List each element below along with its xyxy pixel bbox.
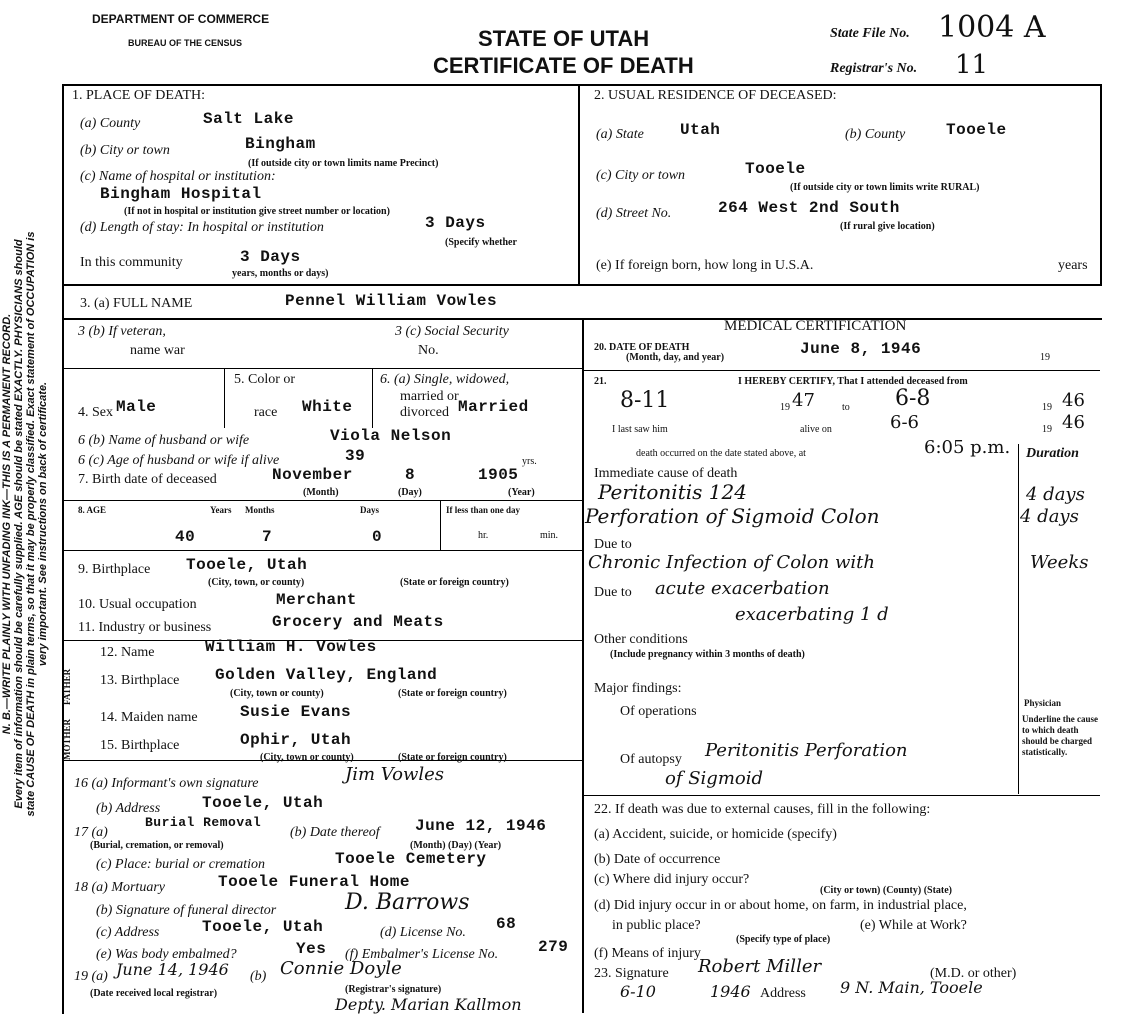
burial-place-label: (c) Place: burial or cremation	[96, 857, 265, 872]
residence-city-note: (If outside city or town limits write RURAL)	[790, 182, 980, 193]
mother-bp-note-1: (City, town or county)	[260, 752, 354, 763]
place-hospital-note: (If not in hospital or institution give street number or location)	[124, 206, 390, 217]
age-days-value: 0	[372, 528, 383, 546]
occupation-value: Merchant	[276, 591, 357, 609]
duration-heading: Duration	[1026, 446, 1079, 461]
father-name-label: 12. Name	[100, 645, 155, 660]
age-hr-label: hr.	[478, 530, 489, 541]
attended-to-yr: 46	[1062, 390, 1085, 411]
birthplace-value: Tooele, Utah	[186, 556, 308, 574]
divider-race	[372, 368, 373, 428]
immediate-cause-label: Immediate cause of death	[594, 466, 738, 481]
cert-text: I HEREBY CERTIFY, That I attended deceased from	[738, 376, 968, 387]
birth-day-value: 8	[405, 466, 416, 484]
divider-sex	[224, 368, 225, 428]
age-months-label: Months	[245, 505, 275, 515]
place-community-label: In this community	[80, 255, 183, 270]
registrar-date-value: June 14, 1946	[116, 960, 229, 979]
medical-heading: MEDICAL CERTIFICATION	[724, 318, 907, 334]
informant-signature: Jim Vowles	[345, 764, 444, 785]
birth-month-value: November	[272, 466, 353, 484]
place-community-value: 3 Days	[240, 248, 301, 266]
residence-foreign-label: (e) If foreign born, how long in U.S.A.	[596, 258, 814, 273]
external-c-note: (City or town) (County) (State)	[820, 885, 953, 896]
mother-side-label: MOTHER	[62, 718, 72, 760]
registrar-sig-note: (Registrar's signature)	[345, 984, 442, 995]
funeral-director-signature: D. Barrows	[345, 890, 470, 915]
age-days-label: Days	[360, 505, 380, 515]
spouse-age-label: 6 (c) Age of husband or wife if alive	[78, 453, 280, 468]
full-name-label: 3. (a) FULL NAME	[80, 296, 193, 311]
divider-age-lt	[440, 500, 441, 550]
dod-note: (Month, day, and year)	[626, 352, 725, 363]
informant-address-label: (b) Address	[96, 801, 161, 816]
divider-name-top	[62, 284, 1102, 286]
place-city-value: Bingham	[245, 135, 316, 153]
attended-from-yr-label: 19	[780, 402, 790, 413]
informant-label: 16 (a) Informant's own signature	[74, 776, 259, 791]
age-months-value: 7	[262, 528, 273, 546]
veteran-war-label: name war	[130, 343, 185, 358]
external-e: (e) While at Work?	[860, 918, 967, 933]
mortuary-address-value: Tooele, Utah	[202, 918, 324, 936]
signature-label: 23. Signature	[594, 966, 669, 981]
residence-county-value: Tooele	[946, 121, 1007, 139]
cause-1: Peritonitis 124	[598, 480, 747, 504]
father-bp-note-2: (State or foreign country)	[398, 688, 507, 699]
father-bp-note-1: (City, town or county)	[230, 688, 324, 699]
cause-2-duration: 4 days	[1020, 506, 1079, 527]
burial-date-label: (b) Date thereof	[290, 825, 380, 840]
due-to-2: acute exacerbation	[655, 578, 830, 599]
birth-year-value: 1905	[478, 466, 519, 484]
signature-date: 6-10	[620, 982, 656, 1001]
burial-method-value: Burial Removal	[145, 815, 262, 830]
signature-address: 9 N. Main, Tooele	[840, 978, 983, 997]
attended-to-yr-label: 19	[1042, 402, 1052, 413]
residence-street-value: 264 West 2nd South	[718, 199, 900, 217]
mother-maiden-value: Susie Evans	[240, 703, 352, 721]
spouse-name-value: Viola Nelson	[330, 427, 452, 445]
divider-age-bottom	[62, 550, 582, 551]
physician-note: Underline the cause to which death should be charged statistically.	[1022, 714, 1098, 757]
burial-date-note: (Month) (Day) (Year)	[410, 840, 502, 851]
attended-from-yr: 47	[792, 390, 815, 411]
embalmed-label: (e) Was body embalmed?	[96, 947, 237, 962]
mother-birthplace-label: 15. Birthplace	[100, 738, 180, 753]
funeral-director-label: (b) Signature of funeral director	[96, 903, 277, 918]
attended-to-label: to	[842, 402, 850, 413]
certificate-title: CERTIFICATE OF DEATH	[433, 53, 694, 78]
birth-year-note: (Year)	[508, 487, 535, 498]
frame-left	[62, 84, 64, 1014]
registrar-label: Registrar's No.	[830, 61, 918, 76]
frame-top	[62, 84, 1102, 86]
embalmer-license-label: (f) Embalmer's License No.	[345, 947, 499, 962]
race-value: White	[302, 398, 353, 416]
alive-on-label: alive on	[800, 424, 832, 435]
cert-number: 21.	[594, 376, 607, 387]
residence-heading: 2. USUAL RESIDENCE OF DECEASED:	[594, 88, 837, 103]
marital-label-3: divorced	[400, 405, 449, 420]
autopsy-finding-2: of Sigmoid	[665, 768, 764, 789]
due-to-1-label: Due to	[594, 537, 632, 552]
due-to-1: Chronic Infection of Colon with	[588, 552, 875, 573]
divider-medical	[582, 318, 584, 1013]
birthplace-label: 9. Birthplace	[78, 562, 151, 577]
mortuary-license-value: 68	[496, 915, 517, 933]
registrar-date-label: 19 (a)	[74, 969, 108, 984]
death-time-value: 6:05 p.m.	[924, 437, 1011, 458]
residence-street-note: (If rural give location)	[840, 221, 935, 232]
father-side-label: FATHER	[62, 668, 72, 705]
mortuary-license-label: (d) License No.	[380, 925, 466, 940]
signature-address-label: Address	[760, 986, 806, 1001]
veteran-label: 3 (b) If veteran,	[78, 324, 166, 339]
place-city-label: (b) City or town	[80, 143, 170, 158]
other-conditions-label: Other conditions	[594, 632, 688, 647]
color-label: 5. Color or	[234, 372, 296, 387]
registrar-number: 11	[955, 50, 989, 80]
full-name-value: Pennel William Vowles	[285, 292, 498, 310]
registrar-signature: Connie Doyle	[280, 958, 402, 979]
social-security-label: 3 (c) Social Security	[395, 324, 509, 339]
place-city-note: (If outside city or town limits name Precinct)	[248, 158, 439, 169]
cause-1-duration: 4 days	[1026, 484, 1085, 505]
dod-tail: 19	[1040, 352, 1050, 363]
last-saw-label: I last saw him	[612, 424, 668, 435]
marital-value: Married	[458, 398, 529, 416]
external-b: (b) Date of occurrence	[594, 852, 721, 867]
residence-city-label: (c) City or town	[596, 168, 686, 183]
margin-line-4: very important. See instructions on back of certificate.	[37, 381, 49, 667]
due-to-2-label: Due to	[594, 585, 632, 600]
sex-value: Male	[116, 398, 157, 416]
industry-label: 11. Industry or business	[78, 620, 212, 635]
cause-2: Perforation of Sigmoid Colon	[585, 504, 880, 528]
informant-address-value: Tooele, Utah	[202, 794, 324, 812]
marital-label-1: 6. (a) Single, widowed,	[380, 372, 510, 387]
dept-label: DEPARTMENT OF COMMERCE	[92, 12, 270, 26]
residence-state-label: (a) State	[596, 127, 644, 142]
birthplace-note-1: (City, town, or county)	[208, 577, 305, 588]
divider-upper	[578, 84, 580, 284]
mother-bp-note-2: (State or foreign country)	[398, 752, 507, 763]
embalmed-value: Yes	[296, 940, 327, 958]
place-stay-value: 3 Days	[425, 214, 486, 232]
due-to-1-duration: Weeks	[1030, 552, 1089, 573]
physician-signature: Robert Miller	[698, 956, 822, 977]
alive-date: 6-6	[890, 412, 919, 433]
residence-city-value: Tooele	[745, 160, 806, 178]
deputy-signature: Depty. Marian Kallmon	[335, 995, 522, 1014]
of-operations-label: Of operations	[620, 704, 697, 719]
residence-foreign-unit: years	[1058, 258, 1088, 273]
burial-date-value: June 12, 1946	[415, 817, 547, 835]
embalmer-license-value: 279	[538, 938, 569, 956]
birth-day-note: (Day)	[398, 487, 422, 498]
autopsy-finding-1: Peritonitis Perforation	[705, 740, 908, 761]
divider-external	[584, 795, 1100, 796]
external-d2-note: (Specify type of place)	[736, 934, 831, 945]
industry-value: Grocery and Meats	[272, 613, 444, 631]
spouse-name-label: 6 (b) Name of husband or wife	[78, 433, 250, 448]
birth-date-label: 7. Birth date of deceased	[78, 472, 217, 487]
spouse-age-value: 39	[345, 447, 366, 465]
place-county-label: (a) County	[80, 116, 141, 131]
md-label: (M.D. or other)	[930, 966, 1017, 981]
mortuary-value: Tooele Funeral Home	[218, 873, 410, 891]
residence-county-label: (b) County	[845, 127, 906, 142]
attended-to: 6-8	[895, 386, 931, 411]
external-c: (c) Where did injury occur?	[594, 872, 750, 887]
signature-year: 1946	[710, 982, 751, 1001]
place-stay-label: (d) Length of stay: In hospital or institution	[80, 220, 324, 235]
registrar-b-label: (b)	[250, 969, 267, 984]
attended-from: 8-11	[620, 388, 670, 413]
divider-duration	[1018, 444, 1019, 794]
margin-instructions	[1, 29, 49, 1019]
spouse-age-unit: yrs.	[522, 456, 537, 467]
burial-place-value: Tooele Cemetery	[335, 850, 487, 868]
age-label: 8. AGE	[78, 505, 107, 515]
bureau-label: BUREAU OF THE CENSUS	[128, 38, 243, 48]
external-f: (f) Means of injury	[594, 946, 701, 961]
marital-label-2: married or	[400, 389, 459, 404]
mortuary-address-label: (c) Address	[96, 925, 160, 940]
physician-heading: Physician	[1024, 698, 1062, 708]
place-county-value: Salt Lake	[203, 110, 294, 128]
burial-label: 17 (a)	[74, 825, 108, 840]
residence-state-value: Utah	[680, 121, 721, 139]
age-lt-label: If less than one day	[446, 505, 521, 515]
margin-line-2: Every item of information should be carefully supplied. AGE should be stated EXACTLY. PHYSICIANS should	[13, 239, 25, 809]
father-birthplace-label: 13. Birthplace	[100, 673, 180, 688]
divider-veteran	[62, 368, 582, 369]
other-conditions-note: (Include pregnancy within 3 months of death)	[610, 649, 805, 660]
certificate-state-title: STATE OF UTAH	[478, 26, 650, 51]
margin-line-3: state CAUSE OF DEATH in plain terms, so that it may be properly classified. Exact statement of OCCUPATION is	[25, 231, 37, 817]
of-autopsy-label: Of autopsy	[620, 752, 682, 767]
burial-note: (Burial, cremation, or removal)	[90, 840, 224, 851]
birthplace-note-2: (State or foreign country)	[400, 577, 509, 588]
dod-value: June 8, 1946	[800, 340, 922, 358]
major-findings-label: Major findings:	[594, 681, 682, 696]
place-stay-note: (Specify whether	[445, 237, 517, 248]
dod-label: 20. DATE OF DEATH	[594, 342, 690, 353]
alive-yr-label: 19	[1042, 424, 1052, 435]
mother-birthplace-value: Ophir, Utah	[240, 731, 352, 749]
occupation-label: 10. Usual occupation	[78, 597, 197, 612]
race-label: race	[254, 405, 278, 420]
birth-month-note: (Month)	[303, 487, 339, 498]
place-hospital-value: Bingham Hospital	[100, 185, 262, 203]
margin-line-1: N. B.—WRITE PLAINLY WITH UNFADING INK—THIS IS A PERMANENT RECORD.	[1, 313, 13, 735]
state-file-number: 1004 A	[938, 10, 1046, 45]
registrar-date-note: (Date received local registrar)	[90, 988, 218, 999]
age-min-label: min.	[540, 530, 559, 541]
residence-street-label: (d) Street No.	[596, 206, 672, 221]
father-birthplace-value: Golden Valley, England	[215, 666, 438, 684]
external-d: (d) Did injury occur in or about home, on farm, in industrial place,	[594, 898, 967, 913]
external-d2: in public place?	[612, 918, 701, 933]
place-hospital-label: (c) Name of hospital or institution:	[80, 169, 276, 184]
death-time-label: death occurred on the date stated above, at	[636, 448, 806, 459]
external-a: (a) Accident, suicide, or homicide (specify)	[594, 827, 837, 842]
age-years-label: Years	[210, 505, 232, 515]
age-years-value: 40	[175, 528, 196, 546]
divider-age-top	[62, 500, 582, 501]
divider-dod	[584, 370, 1100, 371]
place-community-note: years, months or days)	[232, 268, 329, 279]
father-name-value: William H. Vowles	[205, 638, 377, 656]
mother-maiden-label: 14. Maiden name	[100, 710, 198, 725]
social-security-no-label: No.	[418, 343, 439, 358]
alive-yr: 46	[1062, 412, 1085, 433]
external-heading: 22. If death was due to external causes, fill in the following:	[594, 802, 931, 817]
mortuary-label: 18 (a) Mortuary	[74, 880, 165, 895]
sex-label: 4. Sex	[78, 405, 113, 420]
due-to-3: exacerbating 1 d	[735, 604, 889, 625]
state-file-label: State File No.	[830, 26, 910, 41]
frame-right	[1100, 84, 1102, 284]
place-heading: 1. PLACE OF DEATH:	[72, 88, 206, 103]
